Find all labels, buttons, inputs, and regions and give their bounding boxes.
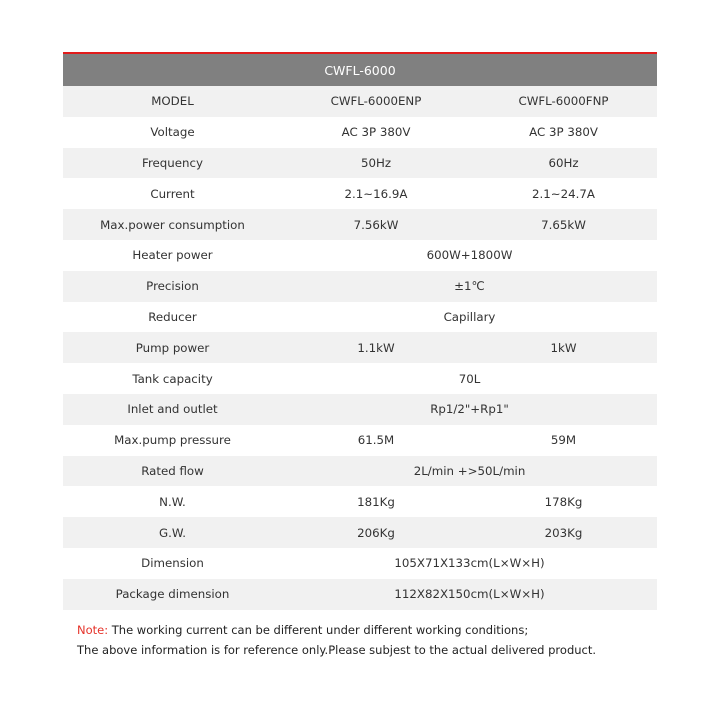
row-value-shared: 105X71X133cm(L×W×H) xyxy=(394,556,545,571)
table-row xyxy=(63,425,657,456)
row-value-shared: ±1℃ xyxy=(282,271,657,302)
row-value-enp: 7.56kW xyxy=(282,209,470,240)
row-value-shared: 70L xyxy=(458,371,481,386)
spec-sheet xyxy=(63,52,657,610)
table-row xyxy=(63,302,657,333)
row-label: Inlet and outlet xyxy=(63,394,282,425)
row-value-enp: AC 3P 380V xyxy=(341,125,411,140)
row-label: N.W. xyxy=(159,494,186,509)
row-value-fnp: 203Kg xyxy=(470,517,657,548)
row-value-fnp: 59M xyxy=(550,433,577,448)
table-row xyxy=(63,548,657,579)
row-label: Reducer xyxy=(148,309,197,324)
table-row xyxy=(63,394,657,425)
table-row xyxy=(63,209,657,240)
row-value-shared: 600W+1800W xyxy=(426,248,513,263)
row-value-enp: 206Kg xyxy=(282,517,470,548)
row-label: Tank capacity xyxy=(132,371,213,386)
row-label: Current xyxy=(150,186,195,201)
row-value-enp: CWFL-6000ENP xyxy=(282,86,470,117)
row-value-fnp: 1kW xyxy=(470,332,657,363)
row-label: Rated flow xyxy=(63,456,282,487)
row-label: Frequency xyxy=(63,148,282,179)
table-row xyxy=(63,148,657,179)
table-row xyxy=(63,579,657,610)
table-row xyxy=(63,117,657,148)
row-label: G.W. xyxy=(63,517,282,548)
row-value-shared: Capillary xyxy=(443,309,496,324)
table-row xyxy=(63,271,657,302)
row-label: MODEL xyxy=(63,86,282,117)
row-value-shared: 112X82X150cm(L×W×H) xyxy=(282,579,657,610)
row-label: Pump power xyxy=(63,332,282,363)
row-value-fnp: 178Kg xyxy=(544,494,583,509)
row-value-enp: 1.1kW xyxy=(282,332,470,363)
table-row xyxy=(63,178,657,209)
table-row xyxy=(63,517,657,548)
table-row xyxy=(63,240,657,271)
note-label: Note: xyxy=(77,623,109,637)
row-value-shared: 2L/min +>50L/min xyxy=(282,456,657,487)
footnote-line-1 xyxy=(77,620,596,640)
footnote-line-2: The above information is for reference only.Please subjest to the actual delivered product. xyxy=(77,643,597,657)
table-row xyxy=(63,332,657,363)
row-value-fnp: CWFL-6000FNP xyxy=(470,86,657,117)
row-value-enp: 181Kg xyxy=(357,494,395,509)
spec-table xyxy=(63,86,657,610)
row-value-enp: 61.5M xyxy=(357,433,395,448)
table-title: CWFL-6000 xyxy=(63,54,657,86)
table-row xyxy=(63,363,657,394)
row-label: Dimension xyxy=(141,556,204,571)
row-value-fnp: 7.65kW xyxy=(470,209,657,240)
row-value-fnp: 60Hz xyxy=(470,148,657,179)
row-value-fnp: 2.1~24.7A xyxy=(532,186,595,201)
note-text-1: The working current can be different under different working conditions; xyxy=(108,623,529,637)
row-label: Max.pump pressure xyxy=(114,433,231,448)
table-row xyxy=(63,86,657,117)
row-label: Heater power xyxy=(132,248,213,263)
row-value-enp: 50Hz xyxy=(282,148,470,179)
row-value-enp: 2.1~16.9A xyxy=(344,186,408,201)
table-row xyxy=(63,486,657,517)
table-row xyxy=(63,456,657,487)
row-value-shared: Rp1/2"+Rp1" xyxy=(282,394,657,425)
row-label: Precision xyxy=(63,271,282,302)
footnote xyxy=(77,620,596,660)
row-label: Max.power consumption xyxy=(63,209,282,240)
row-label: Voltage xyxy=(150,125,195,140)
row-value-fnp: AC 3P 380V xyxy=(529,125,598,140)
row-label: Package dimension xyxy=(63,579,282,610)
